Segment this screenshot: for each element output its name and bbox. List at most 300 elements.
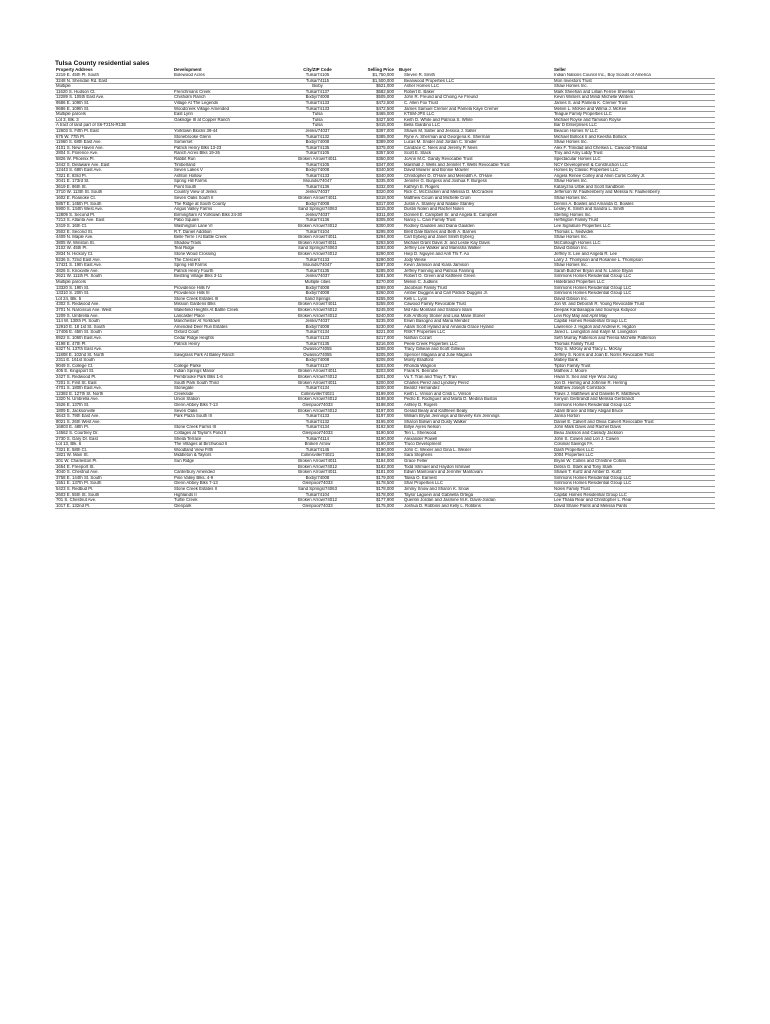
cell-selling-price: $177,900 [346,498,398,504]
cell-selling-price: $340,000 [346,173,398,179]
cell-seller: Jefferson W. Faulkenberry and Melissa N. Faulkenberry [553,190,715,196]
cell-property-address: 2219 E. 45th Pl. South [55,73,173,78]
column-header-selling-price: Selling Price [367,67,394,73]
cell-selling-price: $198,000 [346,403,398,409]
cell-seller: Matthew Joseph Comstock [553,386,715,392]
cell-buyer: Hiep D. Nguyen and Anh Thi T. Ao [398,252,553,258]
cell-city-zip: Sand Springs/74063 [289,486,346,492]
cell-selling-price: $230,000 [346,324,398,330]
cell-selling-price: $340,500 [346,168,398,174]
cell-selling-price: $315,000 [346,207,398,213]
cell-buyer: Lucas M. Snider and Jordan C. Snider [398,140,553,146]
cell-property-address: 3758 E. 144th St. South [55,475,173,481]
cell-property-address: 2427 S. Redwood Pl. [55,375,173,381]
cell-selling-price: $221,000 [346,330,398,336]
cell-city-zip: Broken Arrow/74012 [289,224,346,230]
cell-property-address: 114 W. 130th Pl. South [55,319,173,325]
cell-buyer: Adam Scott Hyland and Amanda Grace Hyland [398,324,553,330]
cell-property-address: 4198 E. 47th Pl. [55,341,173,347]
cell-selling-price: $270,000 [346,279,398,285]
cell-development: Point South [173,184,289,190]
cell-city-zip: Broken Arrow/74012 [289,464,346,470]
cell-selling-price: $505,000 [346,95,398,101]
cell-seller: Mabey Bank [553,358,715,364]
cell-buyer: Nancy L. Cain Family Trust [398,218,553,224]
cell-property-address: 405 E. Kingsport St. [55,369,173,375]
cell-buyer: Matthew Cicum and Michelle Crum [398,196,553,202]
cell-buyer: C. Allen Fox Trust [398,100,553,106]
cell-buyer: Grace Feller [398,458,553,464]
cell-selling-price: $1,750,000 [346,73,398,78]
cell-seller: Kevin Winters and Mindi Michelle Winters [553,95,715,101]
cell-selling-price: $240,000 [346,313,398,319]
table-row [55,503,715,509]
cell-development: Lancaster Place [173,313,289,319]
cell-buyer: Monty Bradford [398,358,553,364]
cell-selling-price: $285,000 [346,268,398,274]
cell-city-zip: Tulsa/74105 [289,73,346,78]
cell-selling-price: $347,000 [346,162,398,168]
cell-buyer: Robert E. Baker [398,89,553,95]
cell-property-address: 4701 S. 180th East Ave. [55,386,173,392]
cell-development: Seven Lakes V [173,168,289,174]
cell-buyer: Jody Weise [398,257,553,263]
cell-city-zip: Broken Arrow/74011 [289,302,346,308]
cell-city-zip: Tulsa/74132 [289,419,346,425]
cell-selling-price: $190,000 [346,442,398,448]
cell-development: Cottages at Taylor's Pond II [173,431,289,437]
cell-development: Teal Ridge [173,246,289,252]
cell-seller: Daniel E. Calvert and Olivia Calvert Revocable Trust [553,419,715,425]
cell-selling-price: $287,000 [346,263,398,269]
cell-development: Ranch Acres Blks 19-26 [173,151,289,157]
cell-seller: Beacon Homes IV LLC [553,128,715,134]
cell-buyer: Dustin Nolen and Rachel Nolen [398,207,553,213]
cell-buyer: Bella Giardino LLC [398,123,553,129]
cell-property-address: 2311 E. 161st South [55,358,173,364]
cell-selling-price: $305,000 [346,218,398,224]
cell-city-zip: Tulsa/74134 [289,386,346,392]
cell-buyer: Truco Development [398,442,553,448]
cell-seller: Troy and Amy Liddy Trust [553,151,715,157]
cell-selling-price: $472,500 [346,100,398,106]
cell-development: Highlands II [173,492,289,498]
cell-property-address: 2603 E. 55th St. South [55,492,173,498]
cell-seller: Nolen Family Trust [553,486,715,492]
cell-selling-price: $427,500 [346,117,398,123]
cell-development: The Ridge at South County [173,201,289,207]
cell-city-zip: Mounds/74047 [289,179,346,185]
cell-city-zip: Bixby/74008 [289,291,346,297]
cell-city-zip: Jenks/74037 [289,212,346,218]
cell-buyer: Carl Eyberg and Janet Smith Eyberg [398,235,553,241]
cell-seller: Thomas Family Trust [553,341,715,347]
cell-seller: Jon D. Herring and Johnnie R. Herring [553,380,715,386]
cell-city-zip: Bixby/74008 [289,358,346,364]
cell-seller: Thomas L. Nedvidek [553,229,715,235]
cell-development: Angus Valley Farms [173,207,289,213]
cell-city-zip: Tulsa/74133 [289,257,346,263]
cell-property-address: 8021 S. 26th West Ave. [55,419,173,425]
cell-seller: David Shane Pants and Melissa Pants [553,503,715,509]
cell-development: Stone Creek Estates III [173,296,289,302]
cell-seller: Capital Homes Residential Group LLC [553,492,715,498]
cell-seller: Kataryzna Urbik and Scott Sandblom [553,184,715,190]
cell-city-zip: Broken Arrow/74011 [289,196,346,202]
cell-selling-price: $415,000 [346,123,398,129]
cell-selling-price: $192,500 [346,425,398,431]
cell-development: Turtle Creek [173,498,289,504]
cell-buyer: Kelli L. Lyon [398,296,553,302]
cell-development: The Villages at Birchwood II [173,442,289,448]
cell-city-zip: Broken Arrow/74011 [289,458,346,464]
cell-city-zip: Sand Springs/74063 [289,207,346,213]
cell-development: Canterbury Amended [173,470,289,476]
cell-buyer: Sara Stephens [398,453,553,459]
cell-selling-price: $255,000 [346,296,398,302]
cell-property-address: 13320 S. 19th St. [55,285,173,291]
cell-property-address: 7321 E. 58th Ct. [55,447,173,453]
cell-property-address: 2102 W. 45th Pl. [55,246,173,252]
cell-seller: Shaw Homes Inc. [553,84,715,90]
cell-seller: Levi Roy May and April May [553,313,715,319]
cell-development: Glenn Abbey Blks 7-13 [173,481,289,487]
cell-city-zip: Broken Arrow/74011 [289,380,346,386]
cell-buyer: Jeffrey Fanning and Patricia Fanning [398,268,553,274]
cell-seller: Hildebrand Properties LLC [553,279,715,285]
cell-city-zip: Tulsa/74105 [289,151,346,157]
cell-development: The Crescent [173,257,289,263]
cell-buyer: Taylor Lagoein and Gabriella Ortega [398,492,553,498]
cell-selling-price: $203,000 [346,363,398,369]
cell-property-address: 1320 N. Umbrella Ave. [55,397,173,403]
cell-property-address: A tract of land part of S6-T21N-R13E [55,123,173,129]
cell-city-zip: Broken Arrow/74011 [289,235,346,241]
cell-city-zip: Tulsa/74104 [289,229,346,235]
cell-buyer: James Samuel Cremer and Pamela Kaye Cremer [398,106,553,112]
cell-development: Seven Oaks [173,408,289,414]
cell-city-zip: Broken Arrow [289,442,346,448]
cell-development: Stone Wood Crossing [173,252,289,258]
cell-buyer: Christopher D. O'Hare and Meredith A. O'Hare [398,173,553,179]
cell-city-zip: Collinsville/74021 [289,391,346,397]
cell-selling-price: $208,000 [346,347,398,353]
cell-seller: Shaw Homes Inc. [553,235,715,241]
cell-selling-price: $200,000 [346,386,398,392]
cell-property-address: 1602 E. Roanoke Ct. [55,196,173,202]
cell-selling-price: $175,000 [346,503,398,509]
cell-buyer: Marshall J. Wells and Jennifer T. Wells Revocable Trust [398,162,553,168]
cell-property-address: 2834 N. Hickory Ct. [55,252,173,258]
cell-property-address: 3710 W. 113th St. South [55,190,173,196]
cell-development: Patrick Henry [173,341,289,347]
cell-buyer: RSKT Properties LLC [398,330,553,336]
column-header-buyer: Buyer [399,67,412,73]
cell-selling-price: $186,000 [346,453,398,459]
cell-property-address: 2419 S. 16th Ct. [55,224,173,230]
cell-buyer: Tracy Gilliean and Scott Gilliean [398,347,553,353]
cell-development: Sun Ridge [173,458,289,464]
cell-seller: Mark Sheehan and Lillian Ferree Sheehan [553,89,715,95]
cell-selling-price: $199,000 [346,391,398,397]
cell-development: Stone Creek Farms III [173,425,289,431]
cell-development: Cedar Ridge Heights [173,335,289,341]
cell-city-zip: Tulsa/74137 [289,363,346,369]
cell-city-zip: Bixby/74008 [289,285,346,291]
cell-property-address: 2730 S. Gary Dr. East [55,436,173,442]
cell-development: Patrick Henry Blks 13-23 [173,145,289,151]
cell-buyer: Spencer Magana and Julie Magana [398,352,553,358]
cell-property-address: 6327 N. 137th East Ave. [55,347,173,353]
cell-selling-price: $203,000 [346,369,398,375]
cell-buyer: Michael Grant Davis Jr. and Leslie Kay Davis [398,240,553,246]
cell-buyer: Keith L. Vinson and Cristi L. Vinson [398,391,553,397]
cell-property-address: 16803 E. 48th Pl. [55,425,173,431]
cell-development: Oakridge III at Copper Ranch [173,117,289,123]
cell-buyer: Rick C. McCracken and Melissa D. McCracken [398,190,553,196]
cell-seller: Mon Investors Trust [553,78,715,84]
cell-selling-price: $294,000 [346,235,398,241]
cell-seller: Sterling Homes Inc. [553,212,715,218]
cell-selling-price: $205,000 [346,358,398,364]
cell-seller: 2004 Properties LLC [553,453,715,459]
cell-city-zip: Broken Arrow/74012 [289,252,346,258]
cell-development: Frenchmans Creek [173,89,289,95]
cell-development: Ashton Hollow [173,173,289,179]
cell-buyer: Peele Creek Properties LLC [398,341,553,347]
cell-property-address: 3701 N. Narcissus Ave. West [55,307,173,313]
cell-property-address: 13310 S. 20th St. [55,291,173,297]
cell-property-address: 675 W. 77th Pl. [55,134,173,140]
cell-city-zip: Tulsa/74104 [289,492,346,498]
cell-buyer: Brett Dale Barnes and Beth A. Barnes [398,229,553,235]
cell-property-address: 3619 E. 86th St. [55,184,173,190]
cell-selling-price: $300,000 [346,224,398,230]
cell-buyer: Edwin Mantovani and Jennifer Mantovani [398,470,553,476]
cell-selling-price: $197,000 [346,414,398,420]
column-header-property-address: Property Address [56,67,93,73]
cell-property-address: 12910 E. 18 1st St. South [55,324,173,330]
cell-seller: Seth Murray Patterson and Teresa Michelle Patterson [553,335,715,341]
cell-property-address: 4101 S. New Haven Ave. [55,145,173,151]
cell-selling-price: $197,000 [346,408,398,414]
cell-development: Rabbit Run [173,156,289,162]
cell-selling-price: $1,500,000 [346,78,398,84]
cell-property-address: 5423 S. Redbud Pl. [55,486,173,492]
cell-property-address: 3248 N. Sheridan Rd. East [55,78,173,84]
cell-development: Patrick Henry Fourth [173,268,289,274]
cell-seller: Capital Homes Residential Group LLC [553,319,715,325]
cell-development: Wakefield Heights At Battle Creek [173,307,289,313]
cell-city-zip: Jenks/74037 [289,190,346,196]
cell-buyer: Nathan Cozart [398,335,553,341]
cell-seller: Lee Signature Properties LLC [553,224,715,230]
cell-city-zip: Tulsa/74135 [289,268,346,274]
cell-city-zip: Broken Arrow/74012 [289,397,346,403]
cell-selling-price: $182,000 [346,464,398,470]
cell-development: Woodcreek Village Amended [173,106,289,112]
cell-seller: Jeffrey S. Norris and Joan E. Norris Revocable Trust [553,352,715,358]
cell-selling-price: $335,000 [346,179,398,185]
cell-property-address: 4040 S. Chestnut Ave. [55,470,173,476]
cell-property-address: 5826 W. Phoenix Pl. [55,156,173,162]
cell-development: Creekside [173,391,289,397]
cell-buyer: Sharon Bolwin and Dusty Walker [398,419,553,425]
cell-property-address: 12289 S. 105th East Ave. [55,95,173,101]
cell-city-zip: Tulsa/74136 [289,184,346,190]
cell-buyer: Frank N. Benrube [398,369,553,375]
cell-city-zip: Bixby/74008 [289,140,346,146]
cell-selling-price: $190,500 [346,431,398,437]
cell-city-zip: Broken Arrow/74012 [289,498,346,504]
cell-city-zip: Bixby [289,84,346,90]
cell-seller: Deepak Karibasappa and Soumya Kidiyoor [553,307,715,313]
cell-city-zip: Tulsa/74135 [289,341,346,347]
cell-buyer: KTSM-JPS LLC [398,112,553,118]
cell-seller: Angela Renee Corley and Alvin Curtis Corley Jr. [553,173,715,179]
cell-buyer: Jeffrey Lee Walker and Marissha Walker [398,246,553,252]
cell-development: Oxford Court [173,330,289,336]
cell-seller: Mathew J. Moore [553,369,715,375]
cell-city-zip: Owasso/74055 [289,352,346,358]
cell-development: Middleton & Taylors [173,453,289,459]
cell-city-zip: Broken Arrow/74012 [289,313,346,319]
cell-property-address: 1526 E. 137th St. [55,403,173,409]
cell-buyer: Pedro E. Rodriguez and Marta D. Medina Bustos [398,397,553,403]
cell-city-zip: Collinsville/74021 [289,453,346,459]
cell-buyer: Erwin Basogno and Maria Mendez [398,319,553,325]
cell-selling-price: $357,500 [346,151,398,157]
cell-property-address: 11808 E. 102nd St. North [55,352,173,358]
cell-development: Chisholm Ranch [173,95,289,101]
cell-selling-price: $385,000 [346,134,398,140]
cell-city-zip: Tulsa/74137 [289,89,346,95]
cell-development: Stonebrooke Glenn [173,134,289,140]
cell-buyer: Melvin C. Judkins [398,279,553,285]
cell-seller: Simmons Homes Residential Group LLC [553,475,715,481]
cell-seller: Lesley K. Smith and Sandra L. Smith [553,207,715,213]
cell-seller: Jon W. and Deborah R. Young Revocable Trust [553,302,715,308]
cell-city-zip: Tulsa/74115 [289,78,346,84]
cell-property-address: 12443 S. 68th East Ave. [55,168,173,174]
cell-development: Stonegate [173,386,289,392]
cell-seller: Spectacular Homes LLC [553,156,715,162]
cell-buyer: Quentin Jordan and Jasmine M.K. Davis-Jordan [398,498,553,504]
cell-development: Spring Hill Farms [173,263,289,269]
cell-property-address: Multiple parcels [55,279,173,285]
cell-development: Sawgrass Park At Bailey Ranch [173,352,289,358]
cell-selling-price: $295,000 [346,229,398,235]
cell-selling-price: $178,000 [346,492,398,498]
cell-city-zip: Bixby/74008 [289,168,346,174]
cell-development: Shadow Trails [173,240,289,246]
cell-selling-price: $621,000 [346,84,398,90]
cell-seller: David Gibson Inc. [553,296,715,302]
cell-selling-price: $195,000 [346,419,398,425]
cell-city-zip: Jenks/74037 [289,274,346,280]
cell-seller: Dash Properties LLC [553,447,715,453]
cell-property-address: 14562 S. Courtney Dr. [55,431,173,437]
cell-buyer: Joshua D. Robbins and Kelly L. Robbins [398,503,553,509]
cell-seller: Shaw Homes Inc. [553,140,715,146]
cell-development: Yorktown Blocks 39-44 [173,128,289,134]
cell-seller: Michael Bollock II and Keesha Bollock [553,134,715,140]
cell-seller: Colonial Savings FA [553,442,715,448]
cell-development: Seven Oaks South II [173,196,289,202]
document [55,60,715,509]
cell-city-zip: Tulsa/74134 [289,425,346,431]
cell-buyer: Alexander Powell [398,436,553,442]
cell-selling-price: $318,000 [346,196,398,202]
cell-property-address: 7201 S. First St. East [55,380,173,386]
cell-property-address: 12603 S. Fifth Pl. East [55,128,173,134]
cell-seller: David Gibson Inc. [553,246,715,252]
cell-seller: Janna Horton [553,414,715,420]
cell-development: Belle Terre I At Battle Creek [173,235,289,241]
cell-property-address: 4409 N. Maple Ave. [55,235,173,241]
cell-buyer: Asher Homes LLC [398,84,553,90]
cell-development: Spring Hill Farms [173,179,289,185]
cell-buyer: Justin A. Stanley and Natalie Stanley [398,201,553,207]
cell-buyer: Donnell E. Campbell Sr. and Angela E. Campbell [398,212,553,218]
cell-buyer: Keith D. White and Patricia S. White [398,117,553,123]
cell-selling-price: $290,000 [346,252,398,258]
cell-selling-price: $582,500 [346,89,398,95]
cell-selling-price: $269,000 [346,285,398,291]
cell-seller: Lee Thalia Rear and Christopher L. Rear [553,498,715,504]
cell-property-address: 17406 E. 45th St. South [55,330,173,336]
cell-city-zip: Bixby/74008 [289,324,346,330]
cell-property-address: 5900 S. 134th West Ave. [55,207,173,213]
cell-selling-price: $293,500 [346,240,398,246]
cell-buyer: William Bryan Jennings and Beverly Kim Jennings [398,414,553,420]
cell-selling-price: $235,000 [346,319,398,325]
cell-city-zip: Owasso/74055 [289,347,346,353]
cell-buyer: Charles Perez and Lyndsey Perez [398,380,553,386]
cell-selling-price: $375,000 [346,145,398,151]
cell-property-address: 1017 E. 132nd Pl. [55,503,173,509]
cell-buyer: Shawn M. Salter and Jessica J. Salter [398,128,553,134]
cell-city-zip: Tulsa/74133 [289,335,346,341]
cell-development: R.T. Daniel Addition [173,229,289,235]
cell-seller: Bar D Enterprises LLC [553,123,715,129]
cell-selling-price: $245,000 [346,307,398,313]
cell-city-zip: Tulsa/74114 [289,436,346,442]
cell-buyer: Amber Duggins and Carl Patrick Duggins Jr. [398,291,553,297]
cell-seller: John Mark Davis and Rachel Davis [553,425,715,431]
cell-buyer: Candace C. Nees and Jeremy P. Nees [398,145,553,151]
cell-seller: Debra G. Stark and Tony Stark [553,464,715,470]
cell-selling-price: $178,500 [346,481,398,487]
cell-buyer: David Mowrer and Bonnie Mowrer [398,168,553,174]
cell-city-zip: Tulsa/74136 [289,218,346,224]
cell-seller: Jared L. Livingston and Kalyn M. Livingston [553,330,715,336]
sales-table [55,68,715,509]
cell-property-address: 5857 E. 145th Pl. South [55,201,173,207]
cell-development: Manchester At Yorktown [173,319,289,325]
cell-buyer: Jimmy Snow and Sharon K. Snow [398,486,553,492]
cell-selling-price: $216,000 [346,341,398,347]
cell-property-address: 11960 S. 68th East Ave. [55,140,173,146]
cell-property-address: 17421 S. 19th East Ave. [55,263,173,269]
cell-city-zip: Tulsa/74145 [289,447,346,453]
cell-selling-price: $311,000 [346,212,398,218]
cell-selling-price: $201,000 [346,375,398,381]
cell-buyer: Vu T. Tran and Thuy T. Tran [398,375,553,381]
cell-property-address: 7213 S. Atlanta Ave. East [55,218,173,224]
cell-development: Providence Hills IV [173,285,289,291]
cell-selling-price: $472,500 [346,106,398,112]
